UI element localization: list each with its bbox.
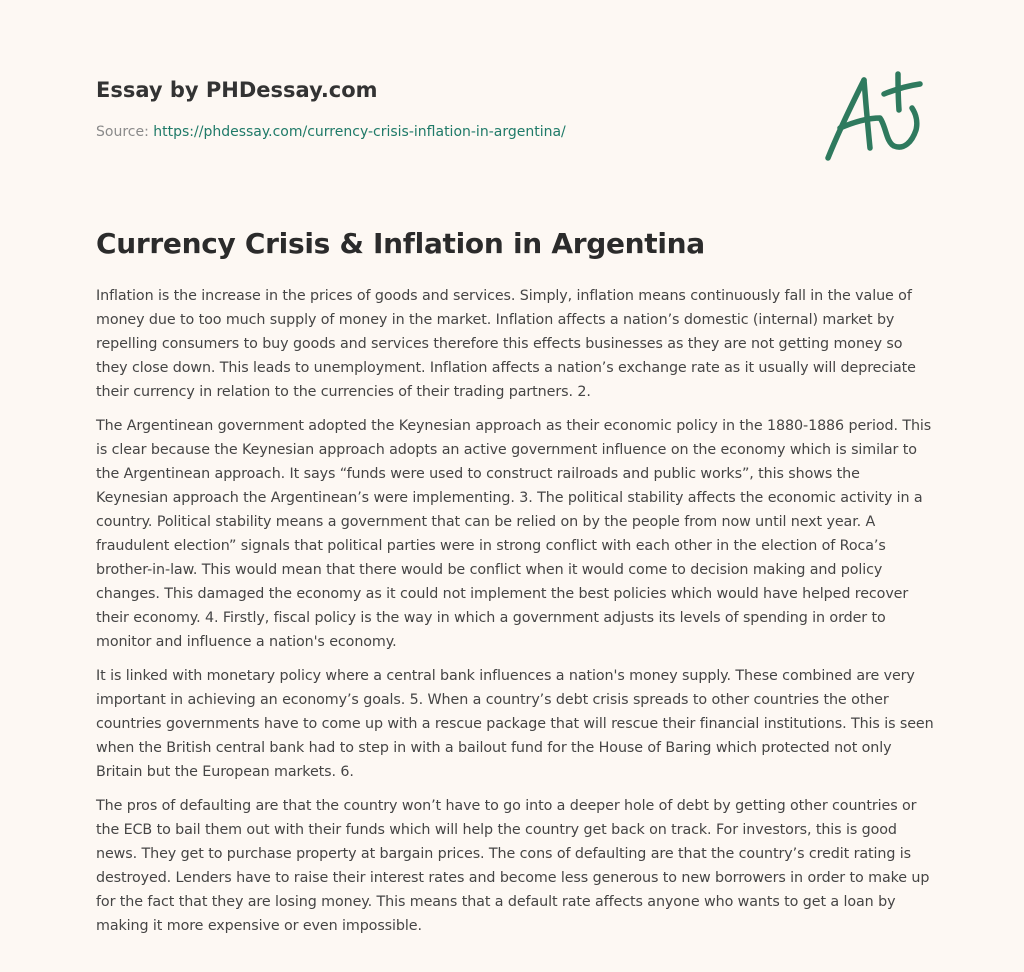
source-line (96, 122, 716, 142)
essay-title: Currency Crisis & Inflation in Argentina (96, 227, 705, 260)
source-link[interactable]: https://phdessay.com/currency-crisis-inflation-in-argentina/ (153, 124, 566, 140)
essay-paragraph: The Argentinean government adopted the Keynesian approach as their economic policy in the 1880-1886 period. This is clear because the Keynesian approach adopts an active government influence on the economy which is similar to the Argentinean approach. It says “funds were used to construct railroads and public works”, this shows the Keynesian approach the Argentinean’s were implementing. 3. The political stability affects the economic activity in a country. Political stability means a government that can be relied on by the people from now until next year. A fraudulent election” signals that political parties were in strong conflict with each other in the election of Roca’s brother-in-law. This would mean that there would be conflict when it would come to decision making and policy changes. This damaged the economy as it could not implement the best policies which would have helped recover their economy. 4. Firstly, fiscal policy is the way in which a government adjusts its levels of spending in order to monitor and influence a nation's economy. (96, 418, 932, 650)
essay-paragraph: The pros of defaulting are that the country won’t have to go into a deeper hole of debt by getting other countries or the ECB to bail them out with their funds which will help the country get back on track. For investors, this is good news. They get to purchase property at bargain prices. The cons of defaulting are that the country’s credit rating is destroyed. Lenders have to raise their interest rates and become less generous to new borrowers in order to make up for the fact that they are losing money. This means that a default rate affects anyone who wants to get a loan by making it more expensive or even impossible. (96, 798, 930, 934)
brand-title: Essay by PHDessay.com (96, 78, 378, 102)
essay-paragraph: It is linked with monetary policy where a central bank influences a nation's money supply. These combined are very important in achieving an economy’s goals. 5. When a country’s debt crisis spreads to other countries the other countries governments have to come up with a rescue package that will rescue their financial institutions. This is seen when the British central bank had to step in with a bailout fund for the House of Baring which protected not only Britain but the European markets. 6. (96, 668, 934, 780)
a-plus-logo-icon (820, 66, 930, 166)
source-label: Source: (96, 124, 154, 140)
page-header (96, 76, 716, 142)
essay-paragraph: Inflation is the increase in the prices of goods and services. Simply, inflation means continuously fall in the value of money due to too much supply of money in the market. Inflation affects a nation’s domestic (internal) market by repelling consumers to buy goods and services therefore this effects businesses as they are not getting money so they close down. This leads to unemployment. Inflation affects a nation’s exchange rate as it usually will depreciate their currency in relation to the currencies of their trading partners. 2. (96, 288, 916, 400)
essay-body (96, 284, 936, 948)
